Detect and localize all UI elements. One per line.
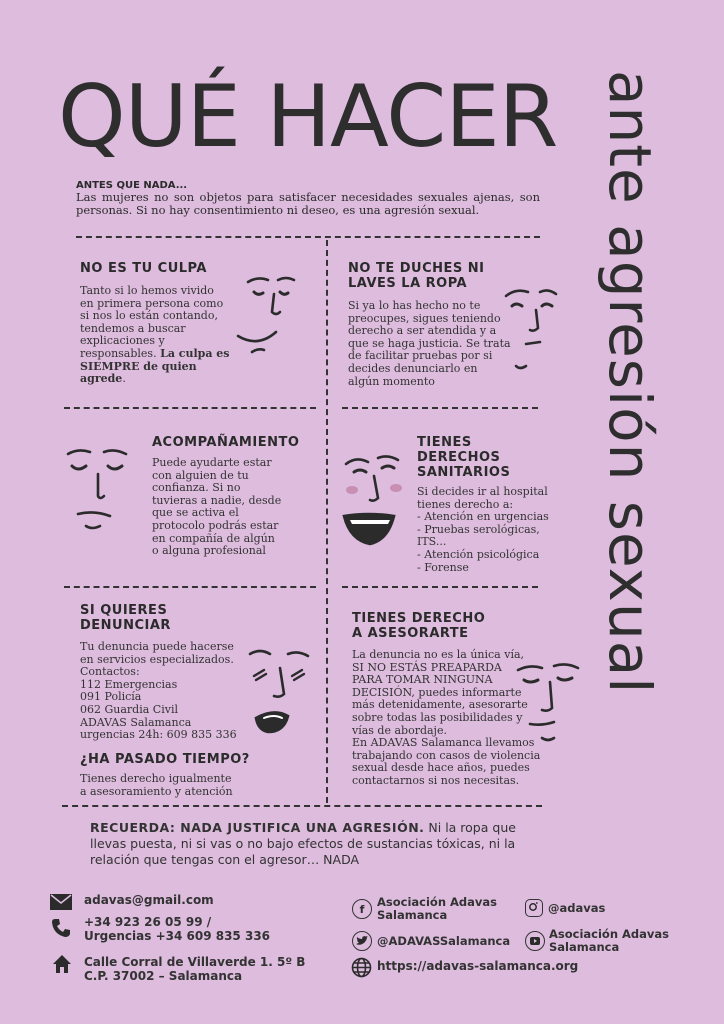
address-line: Calle Corral de Villaverde 1. 5º B bbox=[84, 955, 306, 969]
text-line: responsables. bbox=[80, 346, 161, 360]
section-heading: ACOMPAÑAMIENTO bbox=[152, 435, 300, 450]
text-line: Contactos: bbox=[80, 665, 140, 679]
text-line: que se haga justicia. Se trata bbox=[348, 336, 511, 350]
section-tiempo bbox=[80, 752, 310, 798]
text-line: SI NO ESTÁS PREAPARDA bbox=[352, 660, 502, 674]
text-line: La denuncia no es la única vía, bbox=[352, 648, 525, 661]
text-line: en servicios especializados. bbox=[80, 652, 234, 666]
facebook-label: Salamanca bbox=[377, 908, 448, 922]
text-line: PARA TOMAR NINGUNA bbox=[352, 673, 493, 687]
text-line: tienes derecho a: bbox=[417, 497, 514, 511]
intro-block bbox=[76, 180, 540, 217]
reminder-text bbox=[90, 820, 535, 868]
section-sanitarios bbox=[417, 435, 567, 574]
section-heading: ¿HA PASADO TIEMPO? bbox=[80, 752, 250, 767]
youtube-label: Asociación Adavas bbox=[549, 927, 670, 941]
phone-text bbox=[84, 915, 270, 943]
text-line: Si decides ir al hospital bbox=[417, 485, 548, 498]
face-illustration bbox=[236, 268, 300, 360]
divider bbox=[64, 586, 316, 588]
face-illustration bbox=[64, 444, 136, 536]
section-denunciar bbox=[80, 603, 250, 742]
face-illustration bbox=[500, 284, 562, 376]
section-heading: A ASESORARTE bbox=[352, 626, 469, 641]
text-line: con alguien de tu bbox=[152, 468, 249, 482]
text-line: si nos lo están contando, bbox=[80, 309, 218, 323]
text-line: - Forense bbox=[417, 560, 469, 574]
text-line: - Atención psicológica bbox=[417, 547, 540, 561]
email-link[interactable]: adavas@gmail.com bbox=[84, 893, 214, 907]
section-heading: LAVES LA ROPA bbox=[348, 276, 468, 291]
twitter-link[interactable]: @ADAVASSalamanca bbox=[377, 934, 511, 948]
text-line: DECISIÓN, puedes informarte bbox=[352, 685, 522, 699]
text-line: En ADAVAS Salamanca llevamos bbox=[352, 736, 535, 750]
text-line: ADAVAS Salamanca bbox=[80, 715, 192, 729]
envelope-icon bbox=[50, 894, 72, 914]
divider bbox=[342, 586, 538, 588]
section-heading: NO ES TU CULPA bbox=[80, 261, 207, 276]
youtube-label: Salamanca bbox=[549, 940, 620, 954]
phone-icon bbox=[51, 918, 71, 942]
text-line: Tu denuncia puede hacerse bbox=[80, 640, 234, 653]
emphasis-text: agrede bbox=[80, 372, 123, 386]
address-line: C.P. 37002 – Salamanca bbox=[84, 969, 243, 983]
text-line: en primera persona como bbox=[80, 296, 224, 310]
text-line: preocupes, sigues teniendo bbox=[348, 311, 501, 325]
text-line: trabajando con casos de violencia bbox=[352, 748, 541, 762]
instagram-icon[interactable] bbox=[525, 899, 543, 917]
divider bbox=[76, 236, 540, 238]
text-line: 091 Policía bbox=[80, 690, 142, 704]
intro-heading: ANTES QUE NADA... bbox=[76, 180, 188, 191]
text-line: - Pruebas serológicas, ITS... bbox=[417, 522, 540, 549]
text-line: 112 Emergencias bbox=[80, 677, 178, 691]
text-line: sexual desde hace años, puedes bbox=[352, 761, 530, 775]
section-heading: NO TE DUCHES NI bbox=[348, 261, 485, 276]
section-acompanamiento bbox=[152, 435, 312, 558]
youtube-icon[interactable] bbox=[525, 931, 545, 951]
emphasis-text: La culpa es bbox=[160, 346, 230, 360]
section-heading: SI QUIERES bbox=[80, 603, 168, 618]
reminder-heading: RECUERDA: NADA JUSTIFICA UNA AGRESIÓN. bbox=[90, 820, 425, 835]
section-culpa bbox=[80, 261, 240, 386]
reminder-body: Ni la ropa que llevas puesta, ni si vas o no bajo efectos de sustancias tóxicas, ni la relación que tengas con el agresor… NADA bbox=[90, 820, 516, 867]
intro-text: Las mujeres no son objetos para satisfacer necesidades sexuales ajenas, son personas. Si no hay consentimiento ni deseo, es una agresión sexual. bbox=[76, 190, 540, 217]
page-title: QUÉ HACER bbox=[58, 67, 558, 167]
text-line: explicaciones y bbox=[80, 334, 165, 348]
twitter-icon[interactable] bbox=[352, 931, 372, 951]
text-line: Puede ayudarte estar bbox=[152, 456, 272, 469]
address-text bbox=[84, 955, 305, 983]
divider bbox=[64, 407, 316, 409]
text-line: protocolo podrás estar bbox=[152, 518, 279, 532]
facebook-icon[interactable]: f bbox=[352, 899, 372, 919]
text-line: que se activa el bbox=[152, 506, 239, 520]
section-duches bbox=[348, 261, 523, 388]
text-line: Tanto si lo hemos vivido bbox=[80, 284, 214, 297]
text-line: contactarnos si nos necesitas. bbox=[352, 773, 520, 787]
text-line: más detenidamente, asesorarte bbox=[352, 698, 528, 712]
facebook-label: Asociación Adavas bbox=[377, 895, 498, 909]
text-line: - Atención en urgencias bbox=[417, 510, 549, 524]
phone-line[interactable]: +34 923 26 05 99 / bbox=[84, 915, 212, 929]
text-line: confianza. Si no bbox=[152, 481, 241, 495]
text-line: o alguna profesional bbox=[152, 544, 266, 558]
text-line: algún momento bbox=[348, 374, 435, 388]
emphasis-text: SIEMPRE de quien bbox=[80, 359, 197, 373]
section-heading: SANITARIOS bbox=[417, 465, 511, 480]
website-link[interactable]: https://adavas-salamanca.org bbox=[377, 959, 579, 973]
text-line: tuvieras a nadie, desde bbox=[152, 493, 282, 507]
face-illustration bbox=[512, 660, 584, 742]
globe-icon bbox=[351, 957, 372, 982]
text-line: . bbox=[122, 372, 126, 386]
text-line: a asesoramiento y atención bbox=[80, 784, 233, 798]
text-line: Si ya lo has hecho no te bbox=[348, 299, 481, 312]
phone-line[interactable]: Urgencias +34 609 835 336 bbox=[84, 929, 271, 943]
text-line: tendemos a buscar bbox=[80, 321, 186, 335]
text-line: de facilitar pruebas por si bbox=[348, 349, 493, 363]
vertical-subtitle: ante agresión sexual bbox=[596, 70, 664, 695]
section-heading: TIENES DERECHO bbox=[352, 611, 486, 626]
section-heading: DERECHOS bbox=[417, 450, 501, 465]
text-line: en compañía de algún bbox=[152, 531, 275, 545]
divider bbox=[326, 240, 328, 803]
facebook-link[interactable] bbox=[377, 896, 497, 922]
instagram-link[interactable]: @adavas bbox=[548, 901, 606, 915]
text-line: urgencias 24h: 609 835 336 bbox=[80, 728, 237, 742]
text-line: 062 Guardia Civil bbox=[80, 702, 178, 716]
face-illustration bbox=[338, 452, 408, 552]
divider bbox=[62, 805, 542, 807]
text-line: sobre todas las posibilidades y bbox=[352, 710, 523, 724]
text-line: vías de abordaje. bbox=[352, 723, 447, 737]
home-icon bbox=[52, 954, 72, 978]
section-heading: TIENES bbox=[417, 435, 472, 450]
youtube-link[interactable] bbox=[549, 928, 669, 954]
text-line: derecho a ser atendida y a bbox=[348, 324, 497, 338]
divider bbox=[342, 407, 538, 409]
text-line: Tienes derecho igualmente bbox=[80, 772, 232, 785]
text-line: decides denunciarlo en bbox=[348, 361, 478, 375]
face-illustration bbox=[246, 644, 316, 740]
section-heading: DENUNCIAR bbox=[80, 618, 171, 633]
